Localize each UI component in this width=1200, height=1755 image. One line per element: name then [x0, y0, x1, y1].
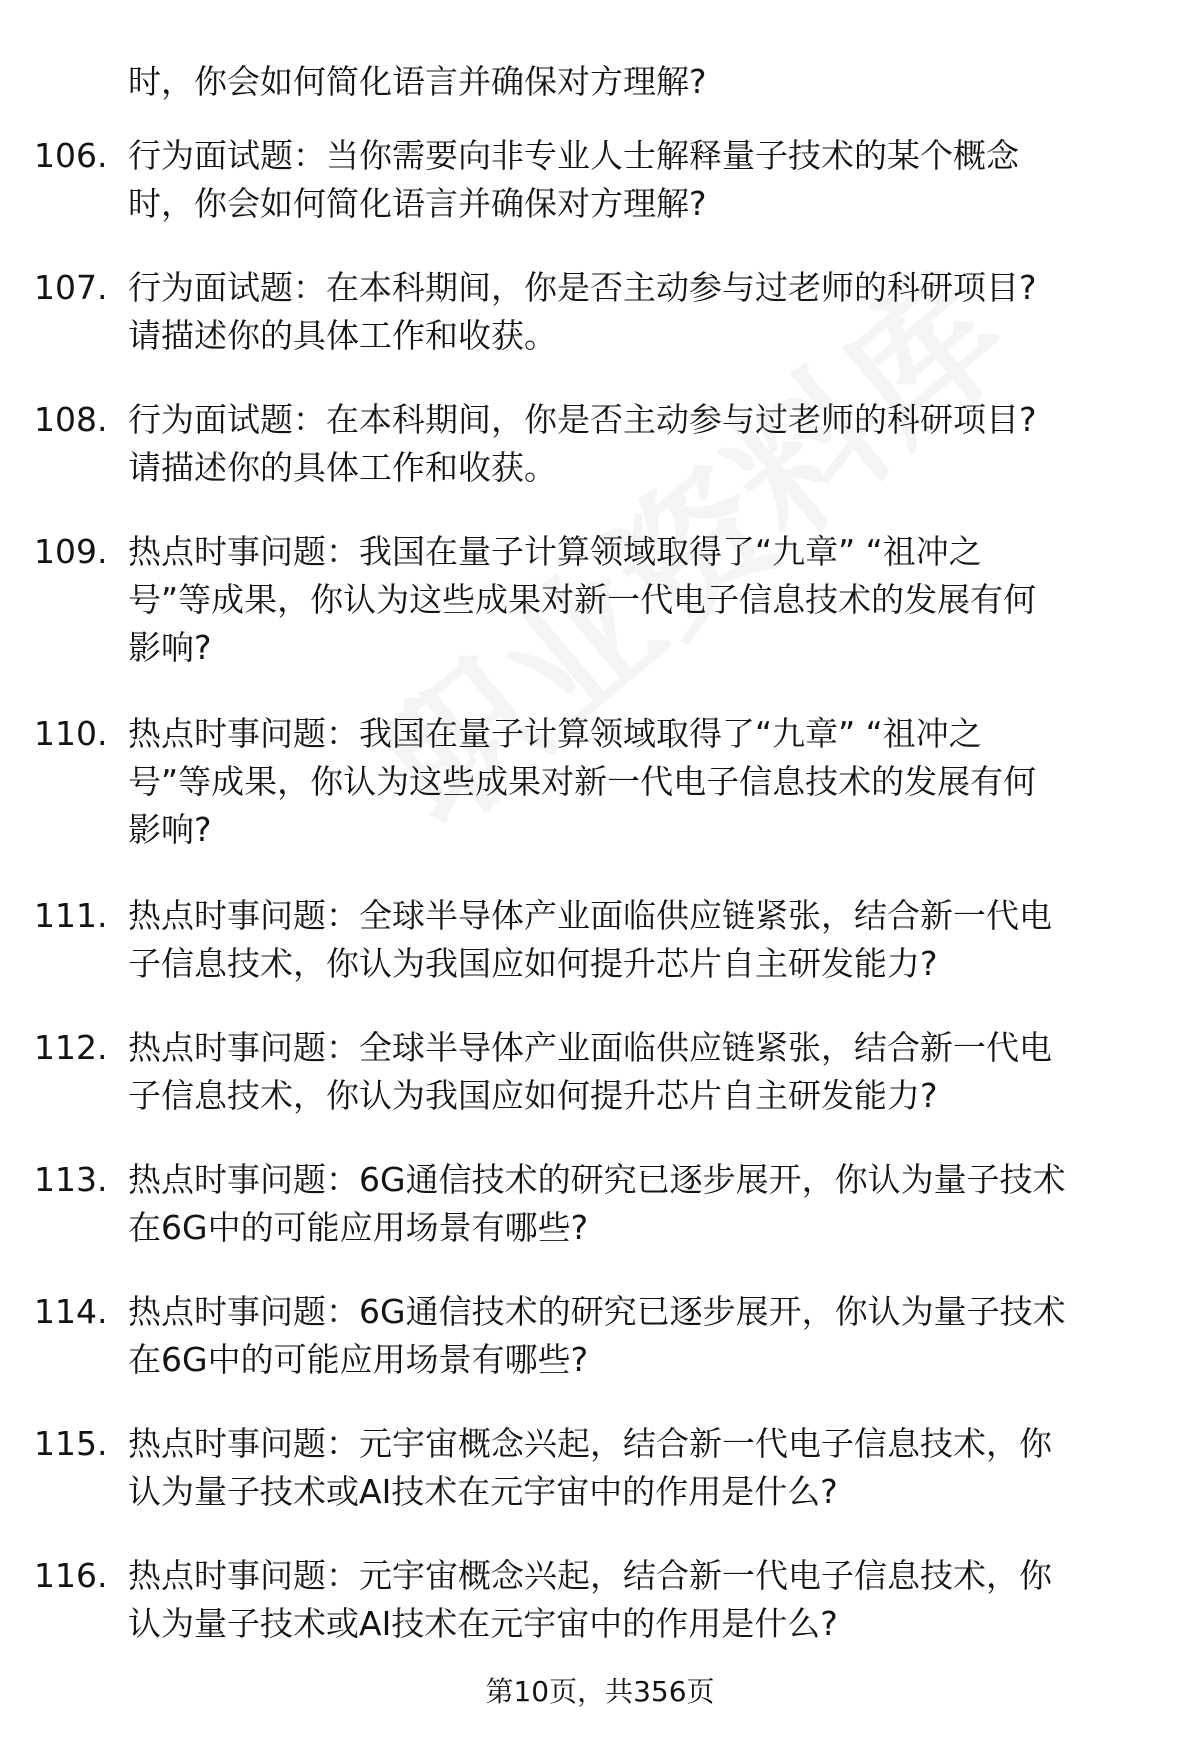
question-line: 在6G中的可能应用场景有哪些? — [128, 1340, 589, 1379]
question-number: 108. — [34, 400, 108, 439]
question-line: 影响? — [128, 810, 212, 849]
question-number: 114. — [34, 1292, 108, 1331]
question-text — [128, 1288, 1178, 1384]
question-line: 影响? — [128, 628, 212, 667]
question-line: 热点时事问题：元宇宙概念兴起，结合新一代电子信息技术，你 — [128, 1556, 1052, 1595]
question-line: 热点时事问题：6G通信技术的研究已逐步展开，你认为量子技术 — [128, 1160, 1066, 1199]
question-text — [128, 264, 1178, 360]
question-number: 107. — [34, 268, 108, 307]
question-text — [128, 892, 1178, 988]
question-line: 热点时事问题：我国在量子计算领域取得了“九章” “祖冲之 — [128, 714, 982, 753]
question-line: 行为面试题：在本科期间，你是否主动参与过老师的科研项目? — [128, 268, 1037, 307]
question-text — [128, 710, 1178, 854]
question-text — [128, 1552, 1178, 1648]
question-number: 111. — [34, 896, 108, 935]
question-text — [128, 1420, 1178, 1516]
question-number: 113. — [34, 1160, 108, 1199]
question-text — [128, 132, 1178, 228]
question-text — [128, 396, 1178, 492]
question-text — [128, 1024, 1178, 1120]
question-line: 请描述你的具体工作和收获。 — [128, 448, 557, 487]
question-line: 子信息技术，你认为我国应如何提升芯片自主研发能力? — [128, 1076, 938, 1115]
question-number: 106. — [34, 136, 108, 175]
question-line: 行为面试题：当你需要向非专业人士解释量子技术的某个概念 — [128, 136, 1019, 175]
question-line: 热点时事问题：我国在量子计算领域取得了“九章” “祖冲之 — [128, 532, 982, 571]
question-line: 认为量子技术或AI技术在元宇宙中的作用是什么? — [128, 1604, 838, 1643]
question-line: 在6G中的可能应用场景有哪些? — [128, 1208, 589, 1247]
question-line: 热点时事问题：全球半导体产业面临供应链紧张，结合新一代电 — [128, 896, 1052, 935]
question-number: 116. — [34, 1556, 108, 1595]
question-text — [128, 1156, 1178, 1252]
question-line: 热点时事问题：6G通信技术的研究已逐步展开，你认为量子技术 — [128, 1292, 1066, 1331]
question-line: 认为量子技术或AI技术在元宇宙中的作用是什么? — [128, 1472, 838, 1511]
page-number-footer: 第10页，共356页 — [485, 1675, 715, 1708]
continuation-line: 时，你会如何简化语言并确保对方理解? — [128, 62, 707, 101]
question-line: 子信息技术，你认为我国应如何提升芯片自主研发能力? — [128, 944, 938, 983]
question-line: 号”等成果，你认为这些成果对新一代电子信息技术的发展有何 — [128, 762, 1037, 801]
question-line: 热点时事问题：全球半导体产业面临供应链紧张，结合新一代电 — [128, 1028, 1052, 1067]
question-text — [128, 528, 1178, 672]
question-line: 行为面试题：在本科期间，你是否主动参与过老师的科研项目? — [128, 400, 1037, 439]
question-line: 号”等成果，你认为这些成果对新一代电子信息技术的发展有何 — [128, 580, 1037, 619]
question-line: 时，你会如何简化语言并确保对方理解? — [128, 184, 707, 223]
question-line: 请描述你的具体工作和收获。 — [128, 316, 557, 355]
question-number: 112. — [34, 1028, 108, 1067]
question-number: 109. — [34, 532, 108, 571]
question-line: 热点时事问题：元宇宙概念兴起，结合新一代电子信息技术，你 — [128, 1424, 1052, 1463]
question-number: 110. — [34, 714, 108, 753]
question-number: 115. — [34, 1424, 108, 1463]
